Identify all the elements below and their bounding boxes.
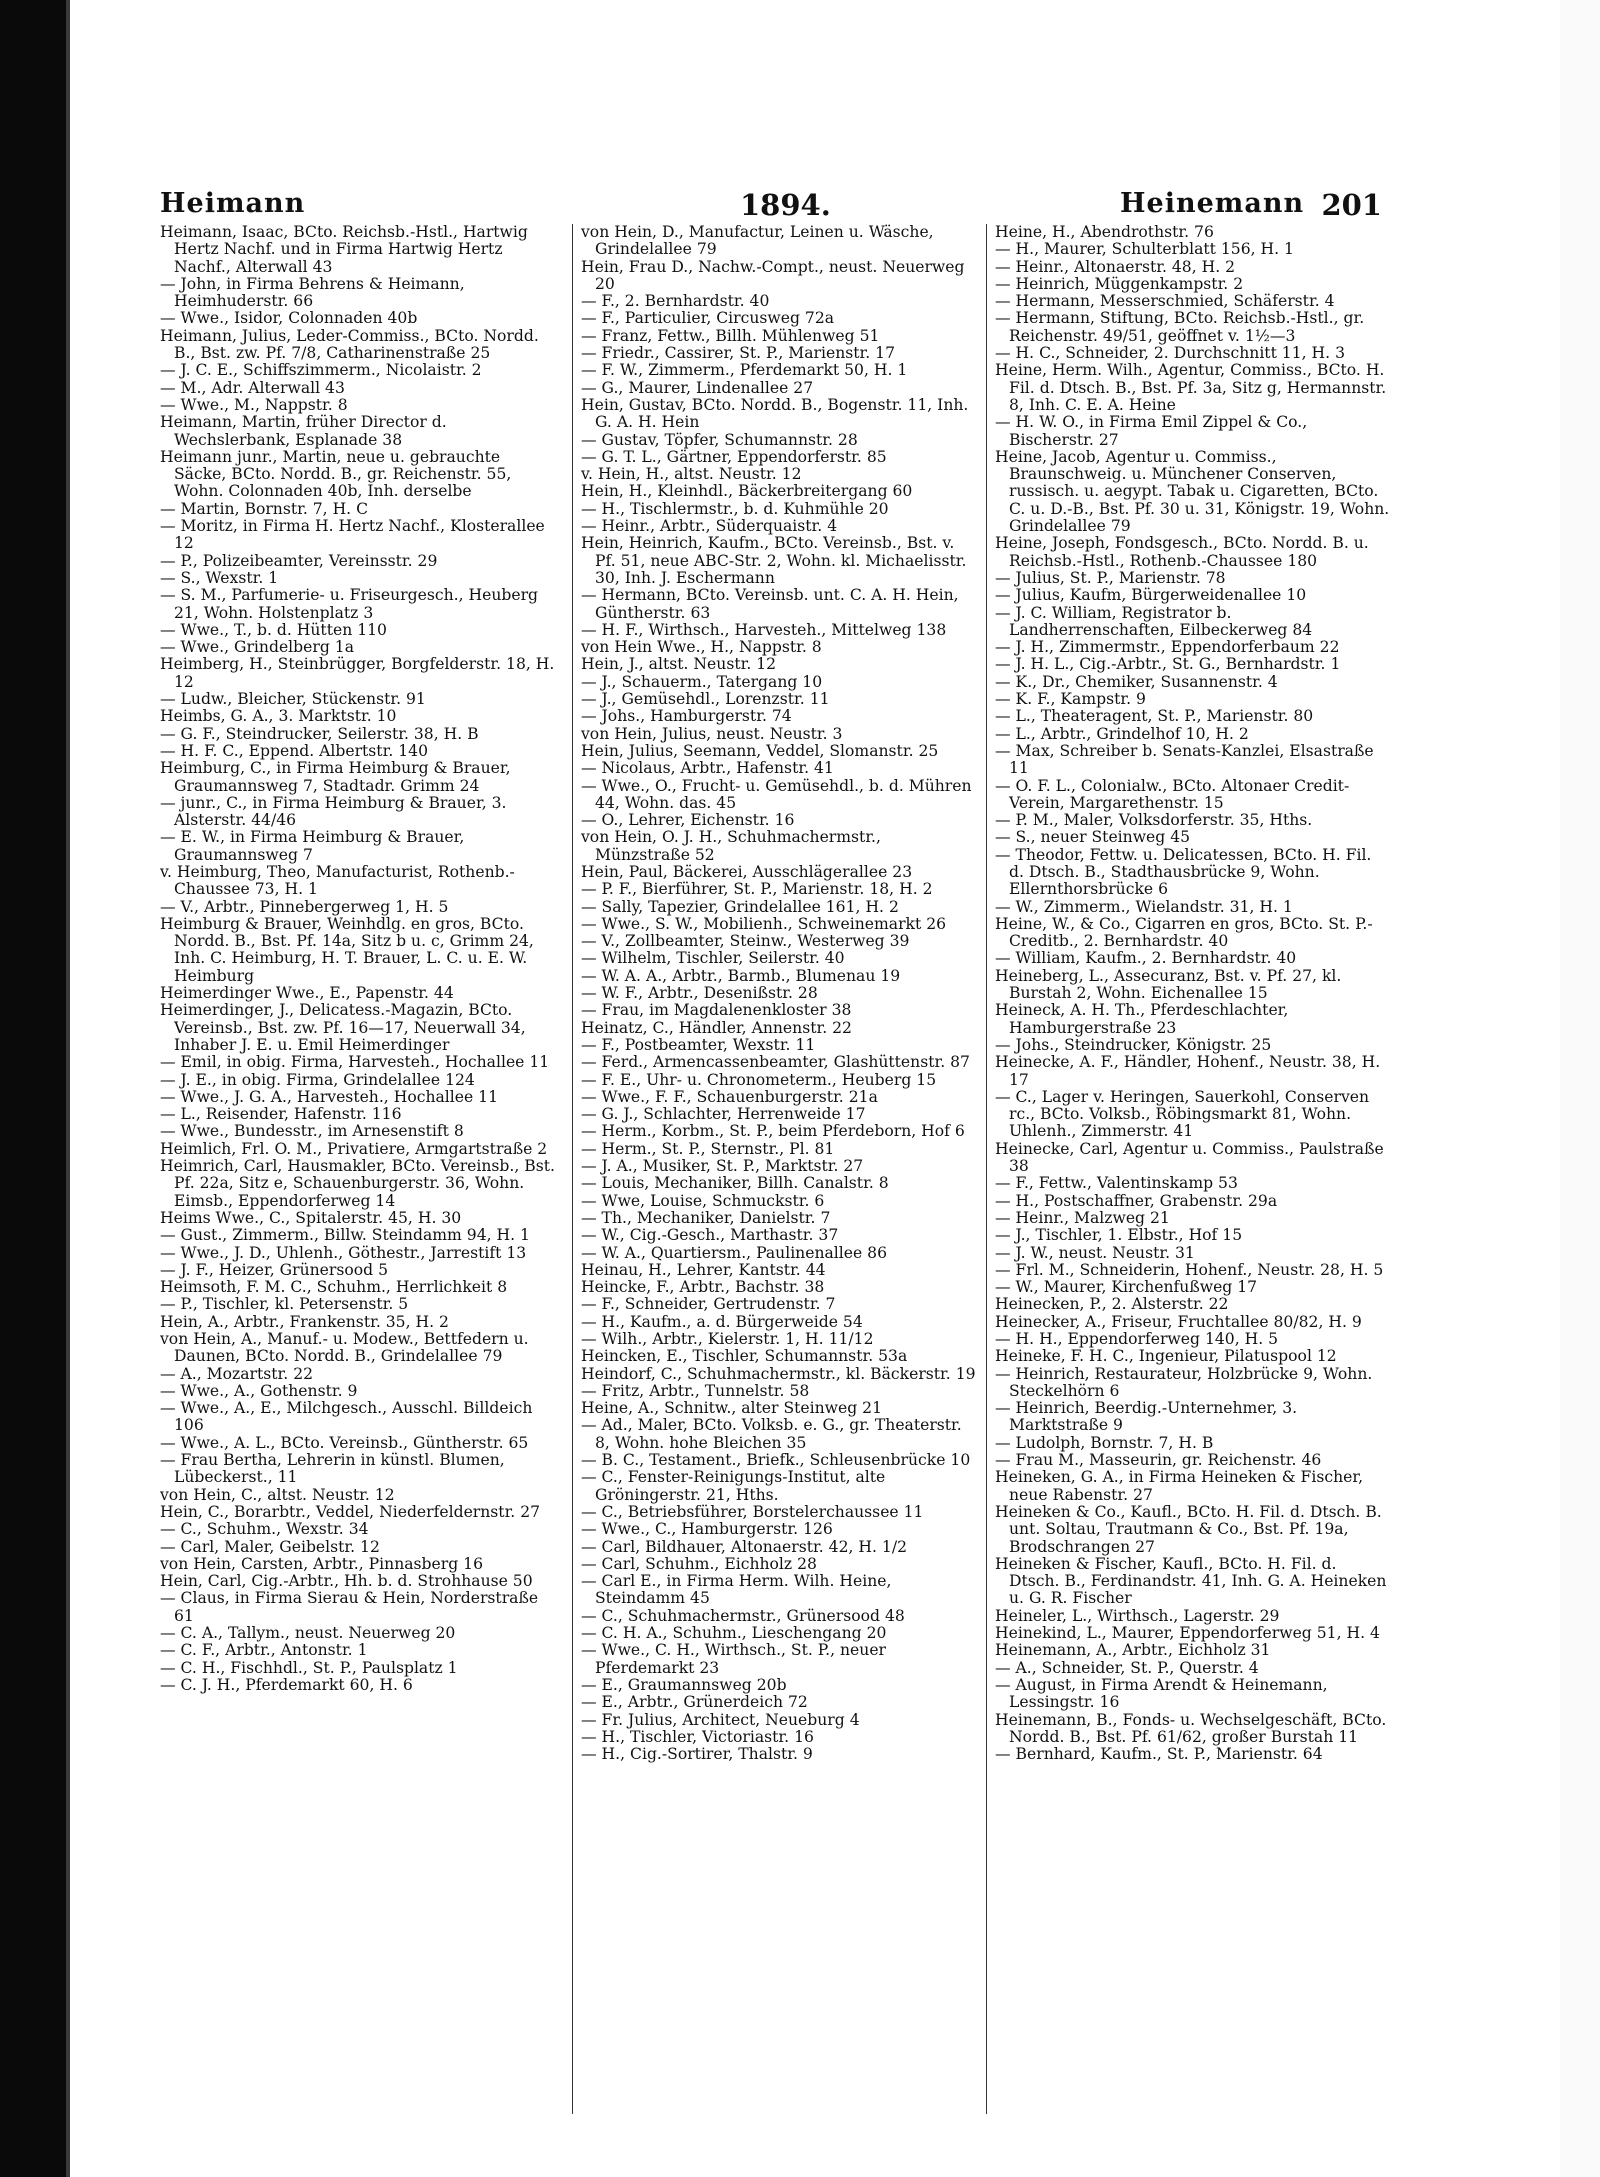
directory-entry: — Claus, in Firma Sierau & Hein, Norderstraße 61	[160, 1589, 539, 1625]
directory-entry: — J., Gemüsehdl., Lorenzstr. 11	[581, 690, 830, 709]
directory-entry: — G. T. L., Gärtner, Eppendorferstr. 85	[581, 447, 887, 466]
directory-entry: — J. H., Zimmermstr., Eppendorferbaum 22	[995, 638, 1340, 657]
directory-entry: — Julius, Kaufm, Bürgerweidenallee 10	[995, 586, 1307, 605]
directory-entry: Hein, Paul, Bäckerei, Ausschlägerallee 23	[581, 862, 913, 881]
directory-entry: — F. W., Zimmerm., Pferdemarkt 50, H. 1	[581, 361, 908, 380]
directory-entry: Heimann, Julius, Leder-Commiss., BCto. Nordd. B., Bst. zw. Pf. 7/8, Catharinenstraße 25	[160, 326, 539, 363]
directory-entry: Heinecke, A. F., Händler, Hohenf., Neustr. 38, H. 17	[995, 1053, 1381, 1089]
directory-entry: — Frau, im Magdalenenkloster 38	[581, 1001, 852, 1020]
directory-entry: — H., Tischlermstr., b. d. Kuhmühle 20	[581, 499, 889, 518]
directory-entry: Heimrich, Carl, Hausmakler, BCto. Vereinsb., Bst. Pf. 22a, Sitz e, Schauenburgerstr. 36, Wohn. Eimsb., Eppendorferweg 14	[160, 1157, 555, 1210]
directory-entry: Hein, H., Kleinhdl., Bäckerbreitergang 60	[581, 482, 913, 501]
directory-column-1	[160, 224, 556, 2114]
directory-entry: — C. A., Tallym., neust. Neuerweg 20	[160, 1624, 456, 1643]
directory-entry: — Wwe., J. G. A., Harvesteh., Hochallee 11	[160, 1087, 499, 1106]
directory-column-2	[572, 224, 977, 2114]
directory-entry: — V., Arbtr., Pinnebergerweg 1, H. 5	[160, 897, 449, 916]
directory-entry: — Emil, in obig. Firma, Harvesteh., Hochallee 11	[160, 1053, 550, 1072]
directory-entry: von Hein, Carsten, Arbtr., Pinnasberg 16	[160, 1554, 483, 1573]
directory-entry: — Ad., Maler, BCto. Volksb. e. G., gr. Theaterstr. 8, Wohn. hohe Bleichen 35	[581, 1416, 962, 1452]
directory-entry: Heineler, L., Wirthsch., Lagerstr. 29	[995, 1606, 1280, 1625]
directory-entry: — P., Polizeibeamter, Vereinsstr. 29	[160, 551, 438, 570]
directory-entry: — Heinr., Altonaerstr. 48, H. 2	[995, 257, 1236, 276]
directory-entry: — J. H. L., Cig.-Arbtr., St. G., Bernhardstr. 1	[995, 655, 1341, 674]
directory-entry: — Heinrich, Beerdig.-Unternehmer, 3. Marktstraße 9	[995, 1399, 1298, 1435]
directory-entry: — Frl. M., Schneiderin, Hohenf., Neustr. 28, H. 5	[995, 1260, 1384, 1279]
directory-entry: — Carl, Maler, Geibelstr. 12	[160, 1537, 380, 1556]
directory-entry: — B. C., Testament., Briefk., Schleusenbrücke 10	[581, 1451, 971, 1470]
directory-entry: Heims Wwe., C., Spitalerstr. 45, H. 30	[160, 1208, 462, 1227]
directory-entry: — Hermann, Stiftung, BCto. Reichsb.-Hstl., gr. Reichenstr. 49/51, geöffnet v. 1½—3	[995, 309, 1365, 345]
directory-entry: — Carl, Schuhm., Eichholz 28	[581, 1554, 817, 1573]
directory-entry: — Heinrich, Müggenkampstr. 2	[995, 274, 1244, 293]
directory-column-3	[986, 224, 1391, 2114]
directory-entry: — J. W., neust. Neustr. 31	[995, 1243, 1195, 1262]
directory-entry: Heincke, F., Arbtr., Bachstr. 38	[581, 1278, 825, 1297]
directory-entry: — H., Postschaffner, Grabenstr. 29a	[995, 1191, 1278, 1210]
page-number: 201	[1321, 188, 1382, 222]
directory-entry: — H. H., Eppendorferweg 140, H. 5	[995, 1330, 1279, 1348]
directory-entry: — C., Lager v. Heringen, Sauerkohl, Conserven rc., BCto. Volksb., Röbingsmarkt 81, Wohn. Uhlenh., Zimmerstr. 41	[995, 1087, 1370, 1141]
directory-entry: — J., Tischler, 1. Elbstr., Hof 15	[995, 1226, 1243, 1245]
directory-entry: Heimburg & Brauer, Weinhdlg. en gros, BCto. Nordd. B., Bst. Pf. 14a, Sitz b u. c, Grimm 24, Inh. C. Heimburg, H. T. Brauer, L. C. u. E. W. Heimburg	[160, 914, 534, 985]
directory-entry: Heine, Joseph, Fondsgesch., BCto. Nordd. B. u. Reichsb.-Hstl., Rothenb.-Chaussee 180	[995, 534, 1369, 570]
directory-entry: — W., Zimmerm., Wielandstr. 31, H. 1	[995, 897, 1293, 916]
directory-entry: — S. M., Parfumerie- u. Friseurgesch., Heuberg 21, Wohn. Holstenplatz 3	[160, 586, 539, 622]
directory-entry: Heineberg, L., Assecuranz, Bst. v. Pf. 27, kl. Burstah 2, Wohn. Eichenallee 15	[995, 966, 1342, 1003]
directory-entry: Heimberg, H., Steinbrügger, Borgfelderstr. 18, H. 12	[160, 655, 555, 691]
directory-entry: — H. W. O., in Firma Emil Zippel & Co., Bischerstr. 27	[995, 413, 1308, 449]
directory-entry: Hein, A., Arbtr., Frankenstr. 35, H. 2	[160, 1312, 449, 1331]
directory-entry: — Hermann, Messerschmied, Schäferstr. 4	[995, 292, 1335, 311]
directory-entry: — H. F. C., Eppend. Albertstr. 140	[160, 741, 428, 760]
directory-entry: — Wwe., A., E., Milchgesch., Ausschl. Billdeich 106	[160, 1399, 533, 1435]
directory-entry: — junr., C., in Firma Heimburg & Brauer, 3. Alsterstr. 44/46	[160, 793, 507, 830]
directory-entry: — William, Kaufm., 2. Bernhardstr. 40	[995, 949, 1297, 968]
directory-entry: Hein, C., Borarbtr., Veddel, Niederfeldernstr. 27	[160, 1502, 541, 1521]
directory-entry: — G. F., Steindrucker, Seilerstr. 38, H. B	[160, 724, 479, 743]
directory-entry: — J. C. William, Registrator b. Landherrenschaften, Eilbeckerweg 84	[995, 603, 1313, 639]
directory-entry: Heineken & Co., Kaufl., BCto. H. Fil. d. Dtsch. B. unt. Soltau, Trautmann & Co., Bst. Pf. 19a, Brodschrangen 27	[995, 1502, 1382, 1556]
directory-entry: — Frau M., Masseurin, gr. Reichenstr. 46	[995, 1451, 1322, 1470]
directory-entry: — G. J., Schlachter, Herrenweide 17	[581, 1105, 866, 1124]
directory-entry: — Max, Schreiber b. Senats-Kanzlei, Elsastraße 11	[995, 741, 1374, 778]
directory-entry: — C., Schuhmachermstr., Grünersood 48	[581, 1606, 905, 1625]
directory-entry: — Wwe., A. L., BCto. Vereinsb., Güntherstr. 65	[160, 1433, 529, 1452]
header-first-name: Heimann	[160, 188, 306, 219]
directory-entry: — H., Kaufm., a. d. Bürgerweide 54	[581, 1312, 863, 1331]
directory-entry: Hein, J., altst. Neustr. 12	[581, 655, 777, 674]
directory-entry: Heine, H., Abendrothstr. 76	[995, 224, 1214, 241]
directory-entry: — F., Particulier, Circusweg 72a	[581, 309, 835, 328]
directory-entry: — G., Maurer, Lindenallee 27	[581, 378, 814, 397]
directory-entry: — Sally, Tapezier, Grindelallee 161, H. 2	[581, 897, 899, 916]
directory-entry: — C., Fenster-Reinigungs-Institut, alte Gröningerstr. 21, Hths.	[581, 1468, 886, 1504]
directory-entry: — Julius, St. P., Marienstr. 78	[995, 568, 1226, 587]
directory-entry: — Wilh., Arbtr., Kielerstr. 1, H. 11/12	[581, 1330, 874, 1348]
directory-entry: Hein, Carl, Cig.-Arbtr., Hh. b. d. Strohhause 50	[160, 1572, 533, 1591]
directory-entry: — Theodor, Fettw. u. Delicatessen, BCto. H. Fil. d. Dtsch. B., Stadthausbrücke 9, Wohn. Ellernthorsbrücke 6	[995, 845, 1372, 899]
directory-entry: Heimann, Martin, früher Director d. Wechslerbank, Esplanade 38	[160, 413, 447, 449]
directory-entry: Heimerdinger, J., Delicatess.-Magazin, BCto. Vereinsb., Bst. zw. Pf. 16—17, Neuerwall 34, Inhaber J. E. u. Emil Heimerdinger	[160, 1001, 526, 1054]
directory-entry: — S., Wexstr. 1	[160, 568, 279, 587]
directory-entry: Heimburg, C., in Firma Heimburg & Brauer, Graumannsweg 7, Stadtadr. Grimm 24	[160, 759, 511, 795]
directory-entry: von Hein, Julius, neust. Neustr. 3	[581, 724, 843, 743]
header-last-name: Heinemann	[1120, 188, 1305, 219]
directory-entry: — Frau Bertha, Lehrerin in künstl. Blumen, Lübeckerst., 11	[160, 1451, 505, 1487]
directory-entry: — F., 2. Bernhardstr. 40	[581, 292, 770, 311]
directory-entry: — W. A., Quartiersm., Paulinenallee 86	[581, 1243, 888, 1262]
directory-entry: — P. F., Bierführer, St. P., Marienstr. 18, H. 2	[581, 880, 933, 899]
directory-entry: — W. A. A., Arbtr., Barmb., Blumenau 19	[581, 966, 901, 985]
directory-entry: — Johs., Steindrucker, Königstr. 25	[995, 1035, 1272, 1054]
directory-entry: — Wwe., O., Frucht- u. Gemüsehdl., b. d. Mühren 44, Wohn. das. 45	[581, 776, 972, 812]
directory-entry: — J., Schauerm., Tatergang 10	[581, 672, 823, 691]
directory-entry: — K., Dr., Chemiker, Susannenstr. 4	[995, 672, 1278, 691]
directory-entry: — Wwe., Isidor, Colonnaden 40b	[160, 309, 418, 328]
directory-entry: — C. J. H., Pferdemarkt 60, H. 6	[160, 1675, 413, 1694]
directory-entry: von Hein, D., Manufactur, Leinen u. Wäsche, Grindelallee 79	[581, 224, 934, 259]
directory-entry: Heindorf, C., Schuhmachermstr., kl. Bäckerstr. 19	[581, 1364, 976, 1383]
directory-entry: Heine, Jacob, Agentur u. Commiss., Braunschweig. u. Münchener Conserven, russisch. u. aegypt. Tabak u. Cigaretten, BCto. C. u. D.-B., Bst. Pf. 30 u. 31, Königstr. 19, Wohn. Grindelallee 79	[995, 447, 1390, 536]
directory-entry: — Louis, Mechaniker, Billh. Canalstr. 8	[581, 1174, 889, 1193]
directory-entry: Heimbs, G. A., 3. Marktstr. 10	[160, 707, 397, 726]
directory-entry: — L., Theateragent, St. P., Marienstr. 80	[995, 707, 1314, 726]
directory-entry: — L., Arbtr., Grindelhof 10, H. 2	[995, 724, 1249, 743]
directory-entry: — L., Reisender, Hafenstr. 116	[160, 1105, 402, 1124]
directory-entry: Hein, Frau D., Nachw.-Compt., neust. Neuerweg 20	[581, 257, 965, 293]
directory-entry: — Heinr., Arbtr., Süderquaistr. 4	[581, 517, 838, 536]
directory-entry: v. Hein, H., altst. Neustr. 12	[581, 465, 802, 484]
directory-entry: Heimlich, Frl. O. M., Privatiere, Armgartstraße 2	[160, 1139, 548, 1158]
directory-entry: Heinemann, A., Arbtr., Eichholz 31	[995, 1641, 1271, 1660]
directory-entry: Heimann, Isaac, BCto. Reichsb.-Hstl., Hartwig Hertz Nachf. und in Firma Hartwig Hertz Nachf., Alterwall 43	[160, 224, 528, 276]
directory-entry: — C. H. A., Schuhm., Lieschengang 20	[581, 1624, 887, 1643]
directory-entry: — Wwe., F. F., Schauenburgerstr. 21a	[581, 1087, 878, 1106]
directory-entry: — W. F., Arbtr., Desenißstr. 28	[581, 984, 818, 1003]
directory-entry: — J. E., in obig. Firma, Grindelallee 124	[160, 1070, 475, 1089]
directory-entry: Hein, Gustav, BCto. Nordd. B., Bogenstr. 11, Inh. G. A. H. Hein	[581, 395, 969, 432]
directory-entry: — Nicolaus, Arbtr., Hafenstr. 41	[581, 759, 834, 778]
directory-entry: — Heinrich, Restaurateur, Holzbrücke 9, Wohn. Steckelhörn 6	[995, 1364, 1373, 1400]
directory-entry: — O. F. L., Colonialw., BCto. Altonaer Credit-Verein, Margarethenstr. 15	[995, 776, 1350, 812]
directory-entry: — August, in Firma Arendt & Heinemann, Lessingstr. 16	[995, 1675, 1328, 1712]
directory-entry: — Wwe., J. D., Uhlenh., Göthestr., Jarrestift 13	[160, 1243, 527, 1262]
directory-entry: — Wwe., S. W., Mobilienh., Schweinemarkt 26	[581, 914, 947, 933]
directory-entry: — Friedr., Cassirer, St. P., Marienstr. 17	[581, 344, 895, 363]
directory-entry: — C., Schuhm., Wexstr. 34	[160, 1520, 369, 1539]
directory-entry: von Hein Wwe., H., Nappstr. 8	[581, 638, 822, 657]
directory-entry: Heinemann, B., Fonds- u. Wechselgeschäft, BCto. Nordd. B., Bst. Pf. 61/62, großer Burstah 11	[995, 1710, 1387, 1746]
directory-columns	[160, 224, 1390, 2124]
directory-entry: — C. F., Arbtr., Antonstr. 1	[160, 1641, 368, 1660]
directory-entry: Heineken, G. A., in Firma Heineken & Fischer, neue Rabenstr. 27	[995, 1468, 1364, 1504]
directory-entry: von Hein, O. J. H., Schuhmachermstr., Münzstraße 52	[581, 828, 881, 864]
directory-entry: — H., Cig.-Sortirer, Thalstr. 9	[581, 1745, 813, 1764]
directory-entry: — J. C. E., Schiffszimmerm., Nicolaistr. 2	[160, 361, 482, 380]
directory-entry: — Fr. Julius, Architect, Neueburg 4	[581, 1710, 860, 1729]
directory-entry: — Moritz, in Firma H. Hertz Nachf., Klosterallee 12	[160, 517, 545, 553]
directory-entry: Heimerdinger Wwe., E., Papenstr. 44	[160, 984, 454, 1003]
directory-entry: — Wwe., M., Nappstr. 8	[160, 395, 348, 414]
directory-entry: — M., Adr. Alterwall 43	[160, 378, 345, 397]
directory-entry: Heinecke, Carl, Agentur u. Commiss., Paulstraße 38	[995, 1139, 1384, 1176]
directory-entry: — Johs., Hamburgerstr. 74	[581, 707, 792, 726]
directory-entry: — Wwe, Louise, Schmuckstr. 6	[581, 1191, 825, 1210]
directory-entry: — W., Maurer, Kirchenfußweg 17	[995, 1278, 1258, 1297]
directory-entry: — F. E., Uhr- u. Chronometerm., Heuberg 15	[581, 1070, 937, 1089]
directory-entry: Heine, Herm. Wilh., Agentur, Commiss., BCto. H. Fil. d. Dtsch. B., Bst. Pf. 3a, Sitz g, Hermannstr. 8, Inh. C. E. A. Heine	[995, 361, 1387, 414]
directory-entry: — Wwe., Bundesstr., im Arnesenstift 8	[160, 1122, 464, 1141]
directory-entry: — Carl E., in Firma Herm. Wilh. Heine, Steindamm 45	[581, 1572, 892, 1608]
directory-entry: Heinecker, A., Friseur, Fruchtallee 80/82, H. 9	[995, 1312, 1362, 1331]
directory-entry: — Ferd., Armencassenbeamter, Glashüttenstr. 87	[581, 1053, 970, 1072]
directory-entry: — K. F., Kampstr. 9	[995, 690, 1146, 709]
directory-entry: — Hermann, BCto. Vereinsb. unt. C. A. H. Hein, Güntherstr. 63	[581, 586, 959, 622]
directory-entry: v. Heimburg, Theo, Manufacturist, Rothenb.-Chaussee 73, H. 1	[160, 862, 515, 899]
directory-entry: — Herm., St. P., Sternstr., Pl. 81	[581, 1139, 835, 1158]
gutter-edge	[66, 0, 70, 2177]
directory-entry: — A., Mozartstr. 22	[160, 1364, 314, 1383]
header-year: 1894.	[740, 188, 831, 222]
directory-entry: — Heinr., Malzweg 21	[995, 1208, 1170, 1227]
directory-entry: — Bernhard, Kaufm., St. P., Marienstr. 64	[995, 1745, 1323, 1764]
directory-entry: — C. H., Fischhdl., St. P., Paulsplatz 1	[160, 1658, 458, 1677]
directory-entry: — H., Tischler, Victoriastr. 16	[581, 1727, 814, 1746]
directory-entry: Heinecken, P., 2. Alsterstr. 22	[995, 1295, 1229, 1314]
directory-entry: Heimann junr., Martin, neue u. gebrauchte Säcke, BCto. Nordd. B., gr. Reichenstr. 55, Wohn. Colonnaden 40b, Inh. derselbe	[160, 447, 512, 501]
directory-entry: Heine, W., & Co., Cigarren en gros, BCto. St. P.-Creditb., 2. Bernhardstr. 40	[995, 914, 1373, 951]
directory-entry: — A., Schneider, St. P., Querstr. 4	[995, 1658, 1259, 1677]
directory-entry: — Ludw., Bleicher, Stückenstr. 91	[160, 690, 426, 709]
directory-entry: — H. F., Wirthsch., Harvesteh., Mittelweg 138	[581, 620, 947, 639]
directory-entry: — Wwe., C., Hamburgerstr. 126	[581, 1520, 833, 1539]
directory-entry: — F., Postbeamter, Wexstr. 11	[581, 1035, 816, 1054]
directory-entry: Heineck, A. H. Th., Pferdeschlachter, Hamburgerstraße 23	[995, 1001, 1289, 1037]
directory-entry: Heinau, H., Lehrer, Kantstr. 44	[581, 1260, 826, 1279]
directory-entry: Heine, A., Schnitw., alter Steinweg 21	[581, 1399, 883, 1418]
directory-entry: — Wwe., T., b. d. Hütten 110	[160, 620, 387, 639]
directory-entry: — Wwe., Grindelberg 1a	[160, 638, 354, 657]
directory-entry: — O., Lehrer, Eichenstr. 16	[581, 811, 795, 830]
directory-entry: — Gust., Zimmerm., Billw. Steindamm 94, H. 1	[160, 1226, 530, 1245]
directory-entry: — Herm., Korbm., St. P., beim Pferdeborn, Hof 6	[581, 1122, 965, 1141]
directory-entry: — Wwe., A., Gothenstr. 9	[160, 1381, 358, 1400]
directory-entry: — Martin, Bornstr. 7, H. C	[160, 499, 369, 518]
directory-entry: — S., neuer Steinweg 45	[995, 828, 1191, 847]
directory-entry: — Ludolph, Bornstr. 7, H. B	[995, 1433, 1214, 1452]
directory-entry: — P., Tischler, kl. Petersenstr. 5	[160, 1295, 409, 1314]
directory-entry: Heinekind, L., Maurer, Eppendorferweg 51, H. 4	[995, 1624, 1380, 1643]
directory-entry: — Fritz, Arbtr., Tunnelstr. 58	[581, 1381, 810, 1400]
page-margin-right	[1560, 0, 1600, 2177]
directory-entry: — E., Arbtr., Grünerdeich 72	[581, 1693, 808, 1712]
directory-entry: — F., Schneider, Gertrudenstr. 7	[581, 1295, 836, 1314]
directory-entry: — F., Fettw., Valentinskamp 53	[995, 1174, 1238, 1193]
directory-entry: Heincken, E., Tischler, Schumannstr. 53a	[581, 1347, 908, 1366]
directory-entry: — J. F., Heizer, Grünersood 5	[160, 1260, 388, 1279]
directory-entry: — Wwe., C. H., Wirthsch., St. P., neuer Pferdemarkt 23	[581, 1641, 886, 1677]
directory-entry: Heineke, F. H. C., Ingenieur, Pilatuspool 12	[995, 1347, 1337, 1366]
directory-entry: Hein, Julius, Seemann, Veddel, Slomanstr. 25	[581, 741, 939, 760]
directory-entry: — John, in Firma Behrens & Heimann, Heimhuderstr. 66	[160, 274, 465, 311]
directory-entry: — C., Betriebsführer, Borstelerchaussee 11	[581, 1502, 924, 1521]
directory-entry: — V., Zollbeamter, Steinw., Westerweg 39	[581, 932, 910, 951]
directory-entry: Heimsoth, F. M. C., Schuhm., Herrlichkeit 8	[160, 1278, 508, 1297]
directory-entry: — Th., Mechaniker, Danielstr. 7	[581, 1208, 831, 1227]
directory-entry: — P. M., Maler, Volksdorferstr. 35, Hths.	[995, 811, 1313, 830]
directory-entry: von Hein, A., Manuf.- u. Modew., Bettfedern u. Daunen, BCto. Nordd. B., Grindelallee 79	[160, 1330, 529, 1366]
directory-entry: — J. A., Musiker, St. P., Marktstr. 27	[581, 1157, 864, 1176]
directory-entry: — Gustav, Töpfer, Schumannstr. 28	[581, 430, 858, 449]
directory-entry: Heineken & Fischer, Kaufl., BCto. H. Fil. d. Dtsch. B., Ferdinandstr. 41, Inh. G. A. Heineken u. G. R. Fischer	[995, 1554, 1387, 1608]
directory-entry: Hein, Heinrich, Kaufm., BCto. Vereinsb., Bst. v. Pf. 51, neue ABC-Str. 2, Wohn. kl. Michaelisstr. 30, Inh. J. Eschermann	[581, 534, 967, 587]
directory-entry: Heinatz, C., Händler, Annenstr. 22	[581, 1018, 852, 1037]
directory-entry: — H., Maurer, Schulterblatt 156, H. 1	[995, 240, 1294, 259]
directory-entry: — Franz, Fettw., Billh. Mühlenweg 51	[581, 326, 880, 345]
directory-entry: — Wilhelm, Tischler, Seilerstr. 40	[581, 949, 845, 968]
directory-entry: — W., Cig.-Gesch., Marthastr. 37	[581, 1226, 839, 1245]
directory-entry: — H. C., Schneider, 2. Durchschnitt 11, H. 3	[995, 344, 1345, 363]
directory-entry: — E., Graumannsweg 20b	[581, 1675, 787, 1694]
directory-entry: — Carl, Bildhauer, Altonaerstr. 42, H. 1/2	[581, 1537, 908, 1556]
book-gutter	[0, 0, 66, 2177]
directory-entry: von Hein, C., altst. Neustr. 12	[160, 1485, 395, 1504]
directory-entry: — E. W., in Firma Heimburg & Brauer, Graumannsweg 7	[160, 828, 465, 864]
